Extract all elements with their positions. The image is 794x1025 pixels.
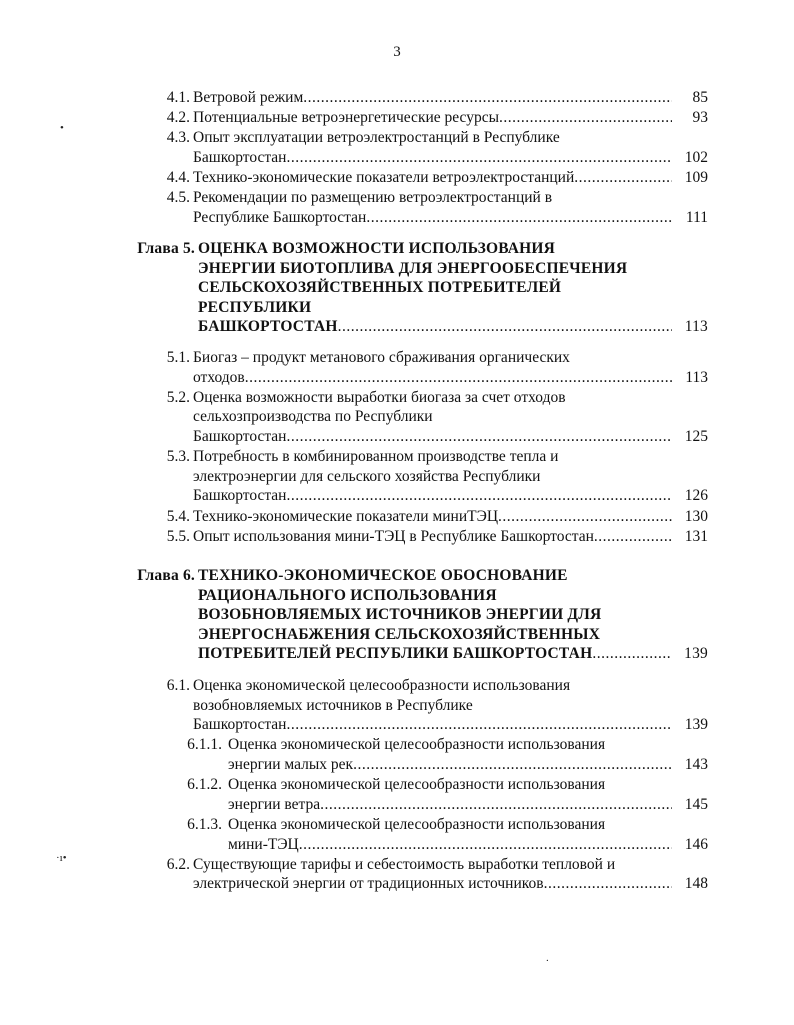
toc-entry-row <box>0 388 794 408</box>
toc-entry-row <box>0 486 794 506</box>
chapter-heading-row <box>0 317 794 337</box>
toc-entry-line <box>193 486 672 506</box>
toc-entry-line <box>193 208 672 228</box>
leader-dots <box>498 507 672 527</box>
toc-entry-row <box>0 676 794 696</box>
leader-dots <box>320 795 672 815</box>
toc-entry-number: 6.1.1. <box>187 736 222 754</box>
toc-entry-title: сельхозпроизводства по Республики <box>193 408 433 426</box>
toc-entry-number: 5.2. <box>166 388 190 406</box>
toc-entry-row <box>0 755 794 775</box>
toc-entry-line <box>193 874 672 894</box>
toc-entry-row <box>0 795 794 815</box>
toc-entry-row <box>0 815 794 835</box>
toc-entry-title: Технико-экономические показатели миниТЭЦ <box>193 507 499 525</box>
toc-entry-line <box>193 148 672 168</box>
leader-dots <box>286 715 672 735</box>
toc-page-number: 111 <box>685 209 708 226</box>
toc-entry-row <box>0 208 794 228</box>
toc-entry-line <box>193 715 672 735</box>
toc-entry-line <box>228 755 672 775</box>
chapter-title: ЭНЕРГОСНАБЖЕНИЯ СЕЛЬСКОХОЗЯЙСТВЕННЫХ <box>198 625 601 643</box>
toc-entry-title: электроэнергии для сельского хозяйства Республики <box>193 467 541 485</box>
toc-entry-row <box>0 348 794 368</box>
toc-entry-row <box>0 88 794 108</box>
chapter-heading-row <box>0 278 794 298</box>
leader-dots <box>353 755 672 775</box>
toc-page-number: 109 <box>684 169 708 187</box>
chapter-title: ЭНЕРГИИ БИОТОПЛИВА ДЛЯ ЭНЕРГООБЕСПЕЧЕНИЯ <box>198 259 628 277</box>
toc-entry-title: Башкортостан <box>193 487 287 505</box>
toc-entry-row <box>0 447 794 467</box>
toc-entry-number: 6.1. <box>166 677 190 694</box>
toc-entry-number: 4.2. <box>166 109 190 127</box>
toc-entry-title: Республике Башкортостан <box>193 209 367 226</box>
toc-entry-number: 6.2. <box>166 855 190 873</box>
toc-entry-row <box>0 527 794 547</box>
chapter-page-number: 139 <box>684 645 708 663</box>
toc-entry-row <box>0 148 794 168</box>
toc-entry-title: Башкортостан <box>193 428 287 445</box>
leader-dots <box>594 527 672 547</box>
toc-entry-title: Оценка экономической целесообразности использования <box>193 677 571 694</box>
chapter-title: РАЦИОНАЛЬНОГО ИСПОЛЬЗОВАНИЯ <box>198 586 497 604</box>
margin-mark-1: • <box>60 122 64 134</box>
toc-entry-title: электрической энергии от традиционных источников <box>193 875 544 893</box>
toc-entry-title: Биогаз – продукт метанового сбраживания органических <box>193 349 570 366</box>
toc-page-number: 148 <box>684 875 708 893</box>
toc-entry-title: Опыт эксплуатации ветроэлектростанций в Республике <box>193 129 560 147</box>
chapter-title: ПОТРЕБИТЕЛЕЙ РЕСПУБЛИКИ БАШКОРТОСТАН <box>198 645 593 663</box>
toc-entry-number: 6.1.3. <box>187 816 222 833</box>
toc-entry-line <box>228 835 672 855</box>
chapter-title: РЕСПУБЛИКИ <box>198 298 312 316</box>
toc-entry-row <box>0 696 794 716</box>
leader-dots <box>499 108 672 128</box>
toc-entry-row <box>0 188 794 208</box>
page-number: 3 <box>393 44 401 60</box>
chapter-title: БАШКОРТОСТАН <box>198 318 338 336</box>
leader-dots <box>286 148 672 168</box>
toc-entry-number: 4.3. <box>166 129 190 147</box>
toc-entry-row <box>0 735 794 755</box>
toc-entry-line <box>193 507 672 527</box>
toc-entry-title: энергии малых рек <box>228 756 354 773</box>
toc-entry-title: Оценка экономической целесообразности использования <box>228 816 606 833</box>
toc-page-number: 93 <box>692 109 708 127</box>
toc-entry-number: 6.1.2. <box>187 776 222 794</box>
toc-entry-row <box>0 855 794 875</box>
chapter-heading-row <box>0 239 794 259</box>
toc-entry-title: Рекомендации по размещению ветроэлектростанций в <box>193 189 553 207</box>
toc-page-number: 139 <box>684 716 708 734</box>
chapter-title: СЕЛЬСКОХОЗЯЙСТВЕННЫХ ПОТРЕБИТЕЛЕЙ <box>198 279 562 297</box>
toc-page-number: 131 <box>684 527 708 545</box>
leader-dots <box>544 874 672 894</box>
toc-entry-row <box>0 128 794 148</box>
chapter-heading-row <box>0 298 794 318</box>
toc-entry-row <box>0 427 794 447</box>
margin-mark-2: ·ı• <box>56 852 67 864</box>
chapter-label: Глава 5. <box>137 240 195 257</box>
toc-entry-row <box>0 467 794 487</box>
leader-dots <box>574 168 672 188</box>
toc-entry-number: 4.5. <box>166 189 190 207</box>
chapter-heading-row <box>0 605 794 625</box>
toc-entry-line <box>193 368 672 388</box>
toc-entry-line <box>193 88 672 108</box>
toc-entry-row <box>0 108 794 128</box>
toc-entry-title: Потенциальные ветроэнергетические ресурсы <box>193 109 500 127</box>
toc-entry-title: Ветровой режим <box>193 89 304 106</box>
chapter-title: ВОЗОБНОВЛЯЕМЫХ ИСТОЧНИКОВ ЭНЕРГИИ ДЛЯ <box>198 606 602 624</box>
toc-page-number: 143 <box>684 756 708 773</box>
leader-dots <box>338 317 672 337</box>
toc-entry-title: возобновляемых источников в Республике <box>193 696 473 714</box>
toc-entry-title: Башкортостан <box>193 716 287 734</box>
toc-entry-number: 5.1. <box>166 349 190 366</box>
chapter-title: ОЦЕНКА ВОЗМОЖНОСТИ ИСПОЛЬЗОВАНИЯ <box>198 240 556 257</box>
chapter-heading-row <box>0 259 794 279</box>
chapter-heading-row <box>0 566 794 586</box>
toc-entry-row <box>0 775 794 795</box>
toc-page-number: 102 <box>684 149 708 166</box>
toc-entry-title: Существующие тарифы и себестоимость выработки тепловой и <box>193 855 616 873</box>
toc-entry-title: энергии ветра <box>228 795 321 813</box>
toc-entry-title: Опыт использования мини-ТЭЦ в Республике Башкортостан <box>193 527 594 545</box>
toc-page-number: 130 <box>684 507 708 525</box>
leader-dots <box>286 486 672 506</box>
toc-entry-title: Оценка экономической целесообразности использования <box>228 736 606 754</box>
toc-entry-number: 4.4. <box>166 169 190 187</box>
toc-page-number: 125 <box>684 428 708 445</box>
toc-page-number: 113 <box>685 368 708 386</box>
chapter-page-number: 113 <box>684 318 708 336</box>
toc-entry-title: Оценка возможности выработки биогаза за счет отходов <box>193 388 566 406</box>
toc-entry-number: 4.1. <box>166 89 190 106</box>
toc-entry-line <box>193 168 672 188</box>
leader-dots <box>245 368 672 388</box>
leader-dots <box>366 208 672 228</box>
toc-entry-line <box>193 527 672 547</box>
toc-page-number: 126 <box>684 487 708 505</box>
toc-entry-number: 5.5. <box>166 527 190 545</box>
chapter-title-line <box>198 317 672 337</box>
leader-dots <box>592 644 672 664</box>
chapter-title: ТЕХНИКО-ЭКОНОМИЧЕСКОЕ ОБОСНОВАНИЕ <box>198 567 568 584</box>
toc-entry-line <box>193 427 672 447</box>
chapter-title-line <box>198 644 672 664</box>
chapter-label: Глава 6. <box>137 567 195 584</box>
toc-entry-title: Потребность в комбинированном производстве тепла и <box>193 448 559 466</box>
toc-entry-title: мини-ТЭЦ <box>228 835 299 853</box>
toc-entry-row <box>0 168 794 188</box>
chapter-heading-row <box>0 644 794 664</box>
margin-mark-3: . <box>546 952 549 964</box>
toc-entry-number: 5.3. <box>166 448 190 466</box>
chapter-heading-row <box>0 586 794 606</box>
toc-entry-row <box>0 407 794 427</box>
toc-entry-title: Оценка экономической целесообразности использования <box>228 776 606 794</box>
toc-page-number: 85 <box>692 89 708 106</box>
toc-page-number: 145 <box>684 795 708 813</box>
toc-entry-line <box>228 795 672 815</box>
toc-entry-row <box>0 368 794 388</box>
toc-entry-row <box>0 507 794 527</box>
toc-entry-number: 5.4. <box>166 507 190 525</box>
toc-entry-row <box>0 835 794 855</box>
chapter-heading-row <box>0 625 794 645</box>
toc-entry-title: отходов <box>193 368 245 386</box>
leader-dots <box>303 88 672 108</box>
toc-entry-title: Башкортостан <box>193 149 287 166</box>
leader-dots <box>299 835 672 855</box>
toc-entry-row <box>0 715 794 735</box>
toc-page-number: 146 <box>684 835 708 853</box>
leader-dots <box>286 427 672 447</box>
toc-entry-title: Технико-экономические показатели ветроэлектростанций <box>193 169 575 187</box>
toc-entry-row <box>0 874 794 894</box>
toc-entry-line <box>193 108 672 128</box>
